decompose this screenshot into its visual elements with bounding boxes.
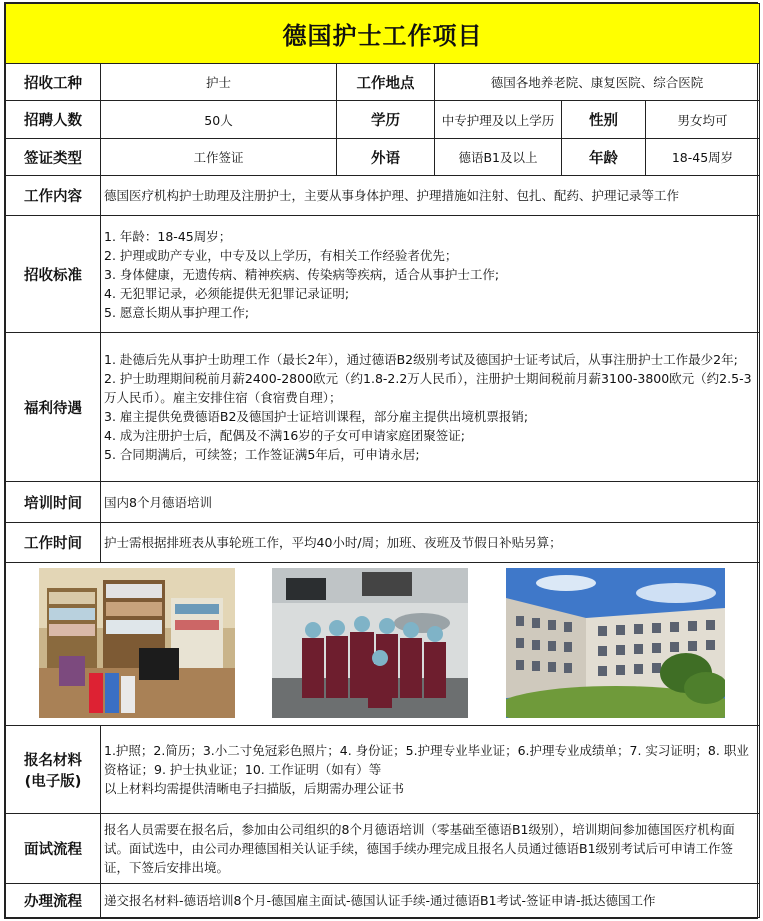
age-label: 年龄 bbox=[562, 139, 646, 176]
job-content-label: 工作内容 bbox=[6, 176, 101, 216]
page-title: 德国护士工作项目 bbox=[6, 4, 760, 64]
info-table bbox=[5, 3, 760, 918]
process-value: 递交报名材料-德语培训8个月-德国雇主面试-德国认证手续-通过德语B1考试-签证申请-抵达德国工作 bbox=[101, 884, 760, 918]
language-value: 德语B1及以上 bbox=[435, 139, 562, 176]
job-type-value: 护士 bbox=[101, 64, 337, 101]
office-photo bbox=[39, 568, 235, 718]
work-time-label: 工作时间 bbox=[6, 523, 101, 563]
headcount-value: 50人 bbox=[101, 101, 337, 139]
process-label: 办理流程 bbox=[6, 884, 101, 918]
benefits-list bbox=[101, 333, 760, 482]
materials-item: 1.护照；2.简历；3.小二寸免冠彩色照片；4. 身份证；5.护理专业毕业证；6.护理专业成绩单；7. 实习证明；8. 职业资格证；9. 护士执业证；10. 工作证明（如有）等 bbox=[104, 743, 749, 777]
surgery-team-photo bbox=[272, 568, 468, 718]
job-sheet bbox=[4, 2, 758, 919]
visa-label: 签证类型 bbox=[6, 139, 101, 176]
criteria-label: 招收标准 bbox=[6, 216, 101, 333]
age-value: 18-45周岁 bbox=[646, 139, 760, 176]
training-value: 国内8个月德语培训 bbox=[101, 482, 760, 523]
criteria-item: 1. 年龄：18-45周岁； bbox=[104, 228, 232, 244]
language-label: 外语 bbox=[337, 139, 435, 176]
benefit-item: 5. 合同期满后，可续签；工作签证满5年后，可申请永居; bbox=[104, 447, 420, 462]
materials-list bbox=[101, 726, 760, 814]
visa-value: 工作签证 bbox=[101, 139, 337, 176]
criteria-list bbox=[101, 216, 760, 333]
interview-value: 报名人员需要在报名后，参加由公司组织的8个月德语培训（零基础至德语B1级别），培训期间参加德国医疗机构面试。面试选中，由公司办理德国相关认证手续，德国手续办理完成且报名人员通过德语B1级别考试后可申请工作签证，下签后安排出境。 bbox=[101, 814, 760, 884]
materials-label-line1: 报名材料 bbox=[24, 752, 82, 769]
interview-label: 面试流程 bbox=[6, 814, 101, 884]
materials-label bbox=[6, 726, 101, 814]
location-value: 德国各地养老院、康复医院、综合医院 bbox=[435, 64, 760, 101]
location-label: 工作地点 bbox=[337, 64, 435, 101]
criteria-item: 2. 护理或助产专业，中专及以上学历，有相关工作经验者优先； bbox=[104, 247, 458, 263]
benefit-item: 3. 雇主提供免费德语B2及德国护士证培训课程，部分雇主提供出境机票报销; bbox=[104, 409, 529, 424]
criteria-item: 3. 身体健康，无遗传病、精神疾病、传染病等疾病，适合从事护士工作; bbox=[104, 266, 500, 282]
gender-value: 男女均可 bbox=[646, 101, 760, 139]
criteria-item: 4. 无犯罪记录，必须能提供无犯罪记录证明; bbox=[104, 285, 350, 301]
job-type-label: 招收工种 bbox=[6, 64, 101, 101]
hospital-building-photo bbox=[506, 568, 725, 718]
benefit-item: 1. 赴德后先从事护士助理工作（最长2年），通过德语B2级别考试及德国护士证考试后，从事注册护士工作最少2年; bbox=[104, 352, 738, 367]
benefit-item: 4. 成为注册护士后，配偶及不满16岁的子女可申请家庭团聚签证; bbox=[104, 428, 466, 443]
photo-strip bbox=[6, 563, 760, 726]
job-content-value: 德国医疗机构护士助理及注册护士，主要从事身体护理、护理措施如注射、包扎、配药、护理记录等工作 bbox=[101, 176, 760, 216]
training-label: 培训时间 bbox=[6, 482, 101, 523]
benefits-label: 福利待遇 bbox=[6, 333, 101, 482]
materials-label-line2: (电子版) bbox=[24, 773, 82, 790]
education-value: 中专护理及以上学历 bbox=[435, 101, 562, 139]
benefit-item: 2. 护士助理期间税前月薪2400-2800欧元（约1.8-2.2万人民币），注册护士期间税前月薪3100-3800欧元（约2.5-3万人民币）。雇主安排住宿（食宿费自理）； bbox=[104, 371, 752, 405]
gender-label: 性别 bbox=[562, 101, 646, 139]
headcount-label: 招聘人数 bbox=[6, 101, 101, 139]
education-label: 学历 bbox=[337, 101, 435, 139]
materials-note: 以上材料均需提供清晰电子扫描版，后期需办理公证书 bbox=[104, 781, 405, 796]
criteria-item: 5. 愿意长期从事护理工作; bbox=[104, 304, 250, 320]
work-time-value: 护士需根据排班表从事轮班工作，平均40小时/周；加班、夜班及节假日补贴另算； bbox=[101, 523, 760, 563]
